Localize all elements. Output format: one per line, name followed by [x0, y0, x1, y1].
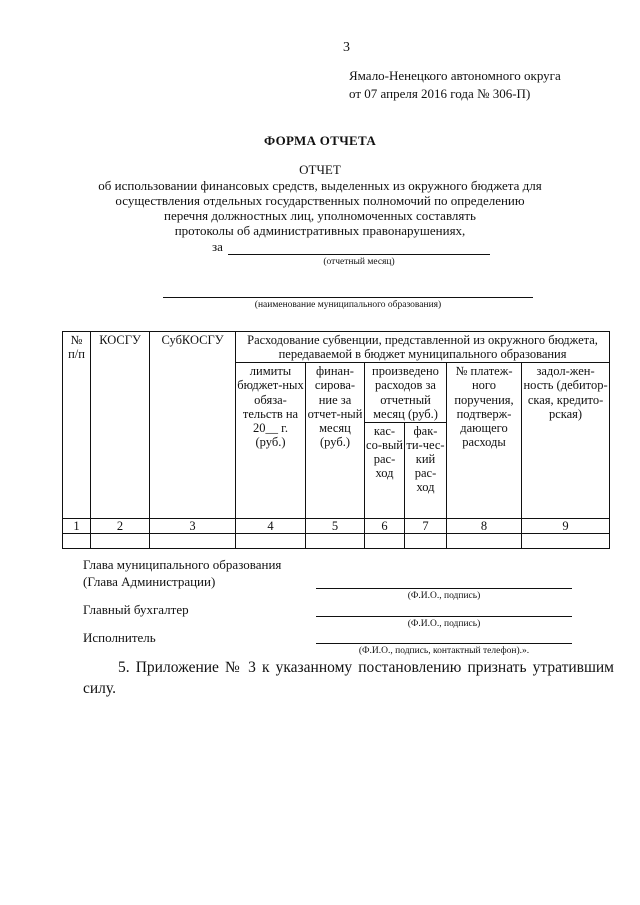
- accountant-signature-line: [316, 616, 572, 617]
- municipality-caption: (наименование муниципального образования): [254, 300, 442, 310]
- paragraph-line-1: 5. Приложение № 3 к указанному постановлению признать утратившим: [118, 659, 614, 676]
- head-label-line-2: (Глава Администрации): [83, 574, 216, 589]
- table-numbers-row: [63, 518, 610, 533]
- head-signature-line: [316, 588, 572, 589]
- col-number: 9: [522, 518, 610, 533]
- municipality-line: [163, 297, 533, 298]
- group-header: Расходование субвенции, представленной из окружного бюджета, передаваемой в бюджет муниципального образования: [236, 332, 610, 363]
- report-line-2: осуществления отдельных государственных полномочий по определению: [115, 193, 525, 208]
- accountant-label: Главный бухгалтер: [83, 602, 189, 617]
- col-actual-header: фак-ти-чес-кий рас-ход: [405, 422, 447, 518]
- empty-cell: [405, 533, 447, 548]
- col-number: 6: [365, 518, 405, 533]
- empty-cell: [63, 533, 91, 548]
- col-limits-header: лимиты бюджет-ных обяза-тельств на 20__ г. (руб.): [236, 363, 306, 519]
- col-number: 1: [63, 518, 91, 533]
- col-number: 3: [150, 518, 236, 533]
- report-line-3: перечня должностных лиц, уполномоченных составлять: [164, 208, 476, 223]
- col-number: 7: [405, 518, 447, 533]
- head-signature-caption: (Ф.И.О., подпись): [407, 591, 481, 601]
- head-label-line-1: Глава муниципального образования: [83, 557, 282, 572]
- col-number: 5: [306, 518, 365, 533]
- report-line-1: об использовании финансовых средств, выделенных из окружного бюджета для: [98, 178, 542, 193]
- col-payment-order-header: № платеж-ного поручения, подтверж-дающего расходы: [447, 363, 522, 519]
- col-number: 4: [236, 518, 306, 533]
- col-debt-header: задол-жен-ность (дебитор-ская, кредито-рская): [522, 363, 610, 519]
- period-line: [228, 254, 490, 255]
- col-no-header: № п/п: [63, 332, 91, 519]
- executor-label: Исполнитель: [83, 630, 156, 645]
- period-prefix: за: [212, 239, 223, 254]
- executor-signature-caption: (Ф.И.О., подпись, контактный телефон).».: [358, 646, 530, 656]
- col-subkosgu-header: СубКОСГУ: [150, 332, 236, 519]
- report-table: [62, 331, 610, 549]
- form-title: ФОРМА ОТЧЕТА: [263, 133, 377, 148]
- accountant-signature-caption: (Ф.И.О., подпись): [407, 619, 481, 629]
- table-empty-row: [63, 533, 610, 548]
- report-line-4: протоколы об административных правонарушениях,: [174, 223, 466, 238]
- executor-signature-line: [316, 643, 572, 644]
- col-cash-header: кас-со-вый рас-ход: [365, 422, 405, 518]
- col-expenses-group-header: произведено расходов за отчетный месяц (руб.): [365, 363, 447, 423]
- empty-cell: [236, 533, 306, 548]
- col-number: 2: [91, 518, 150, 533]
- empty-cell: [150, 533, 236, 548]
- empty-cell: [91, 533, 150, 548]
- table-header-row-1: [63, 332, 610, 363]
- period-caption: (отчетный месяц): [323, 257, 395, 267]
- col-kosgu-header: КОСГУ: [91, 332, 150, 519]
- col-financing-header: финан-сирова-ние за отчет-ный месяц (руб.): [306, 363, 365, 519]
- page-number: 3: [343, 40, 350, 55]
- report-title: ОТЧЕТ: [299, 162, 341, 177]
- empty-cell: [447, 533, 522, 548]
- empty-cell: [522, 533, 610, 548]
- empty-cell: [306, 533, 365, 548]
- header-line-2: от 07 апреля 2016 года № 306-П): [349, 86, 531, 101]
- paragraph-line-2: силу.: [83, 680, 116, 697]
- col-number: 8: [447, 518, 522, 533]
- empty-cell: [365, 533, 405, 548]
- header-line-1: Ямало-Ненецкого автономного округа: [349, 68, 561, 83]
